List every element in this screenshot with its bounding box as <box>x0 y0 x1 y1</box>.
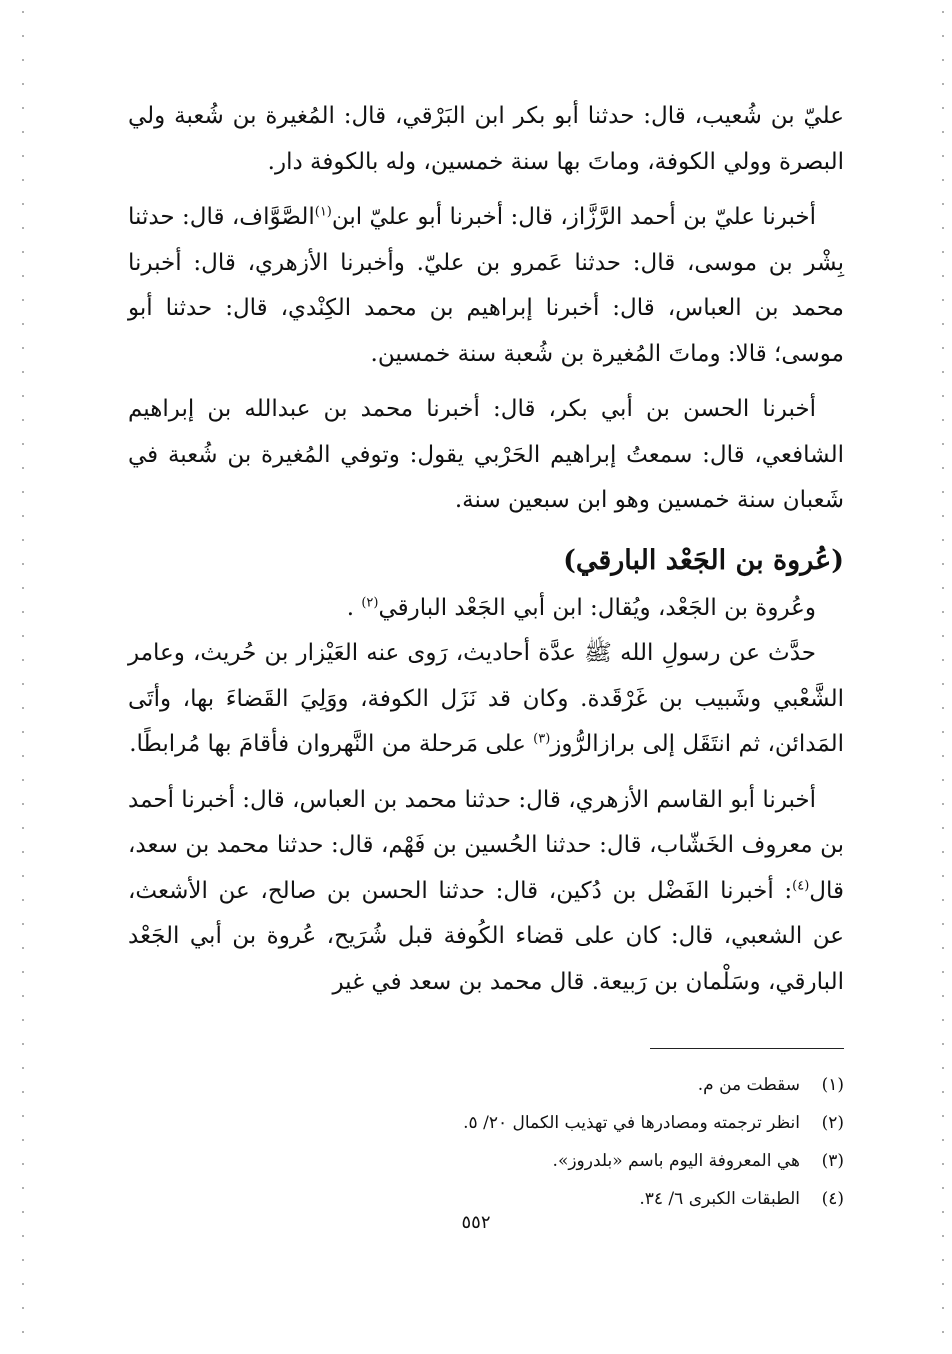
paragraph-6 <box>128 778 844 1006</box>
paragraph-4-text: وعُروة بن الجَعْد، ويُقال: ابن أبي الجَعْد البارقي <box>378 594 816 621</box>
paragraph-4-end: . <box>346 594 355 621</box>
footnote-number: (٣) <box>821 1151 844 1171</box>
scan-edge-right <box>942 0 944 1354</box>
footnote-number: (١) <box>821 1075 844 1095</box>
footnote-text: سقطت من م. <box>697 1075 800 1095</box>
paragraph-4 <box>128 586 844 632</box>
paragraph-1: عليّ بن شُعيب، قال: حدثنا أبو بكر ابن البَرْقي، قال: المُغيرة بن شُعبة ولي البصرة وولي الكوفة، وماتَ بها سنة خمسين، وله بالكوفة دار. <box>128 103 844 175</box>
paragraph-5-part-b: على مَرحلة من النَّهروان فأقامَ بها مُرابطًا. <box>129 731 526 757</box>
footnote-text: هي المعروفة اليوم باسم «بلدروز». <box>552 1151 800 1171</box>
footnote-number: (٢) <box>821 1113 844 1133</box>
paragraph-2 <box>128 195 844 377</box>
paragraph-2-part-b: الصَّوَّاف، قال: حدثنا بِشْر بن موسى، قال: حدثنا عَمرو بن عليّ. وأخبرنا الأزهري، قال: أخبرنا محمد بن العباس، قال: أخبرنا إبراهيم بن محمد الكِنْدي، قال: حدثنا أبو موسى؛ قالا: وماتَ المُغيرة بن شُعبة سنة خمسين. <box>128 204 844 367</box>
footnote-text: انظر ترجمته ومصادرها في تهذيب الكمال ٢٠/ ٥. <box>463 1113 800 1133</box>
footnote-ref-4: (٤) <box>792 877 810 893</box>
paragraph-6-part-b: : أخبرنا الفَضْل بن دُكين، قال: حدثنا الحسن بن صالح، عن الأشعث، عن الشعبي، قال: كان على قضاء الكُوفة قبل شُرَيح، عُروة بن أبي الجَعْد البارقي، وسَلْمان بن رَبيعة. قال محمد بن سعد في غير <box>128 877 844 995</box>
footnote-1 <box>128 1066 844 1104</box>
footnote-ref-1: (١) <box>314 204 332 220</box>
footnote-number: (٤) <box>821 1189 844 1209</box>
paragraph-5 <box>128 631 844 768</box>
footnote-ref-2: (٢) <box>361 594 379 610</box>
footnote-text: الطبقات الكبرى ٦/ ٣٤. <box>639 1189 800 1209</box>
paragraph-2-part-a: أخبرنا عليّ بن أحمد الرَّزَّاز، قال: أخبرنا أبو عليّ ابن <box>331 204 816 230</box>
paragraph-3: أخبرنا الحسن بن أبي بكر، قال: أخبرنا محمد بن عبدالله بن إبراهيم الشافعي، قال: سمعتُ إبراهيم الحَرْبي يقول: وتوفي المُغيرة بن شُعبة في شَعبان سنة خمسين وهو ابن سبعين سنة. <box>128 396 844 513</box>
scan-edge-left <box>22 0 24 1354</box>
main-text <box>128 94 844 1005</box>
footnote-2 <box>128 1104 844 1142</box>
section-heading: (عُروة بن الجَعْد البارقي) <box>563 544 844 576</box>
paragraph-6-part-a: أخبرنا أبو القاسم الأزهري، قال: حدثنا محمد بن العباس، قال: أخبرنا أحمد بن معروف الخَشّاب، قال: حدثنا الحُسين بن فَهْم، قال: حدثنا محمد بن سعد، قال <box>128 786 844 904</box>
footnote-separator <box>650 1048 844 1049</box>
footnote-3 <box>128 1142 844 1180</box>
footnotes <box>128 1066 844 1218</box>
page-number: ٥٥٢ <box>461 1212 491 1233</box>
paragraph-5-part-a: حدَّث عن رسولِ الله ﷺ عدَّة أحاديث، رَوى عنه العَيْزار بن حُريث، وعامر الشَّعْبي وشَبيب بن غَرْقَدة. وكان قد نَزَل الكوفة، ووَلِيَ القَضاءَ بها، وأتَى المَدائن، ثم انتَقَل إلى برازالرُّوز <box>128 640 844 757</box>
footnote-ref-3: (٣) <box>533 731 551 747</box>
